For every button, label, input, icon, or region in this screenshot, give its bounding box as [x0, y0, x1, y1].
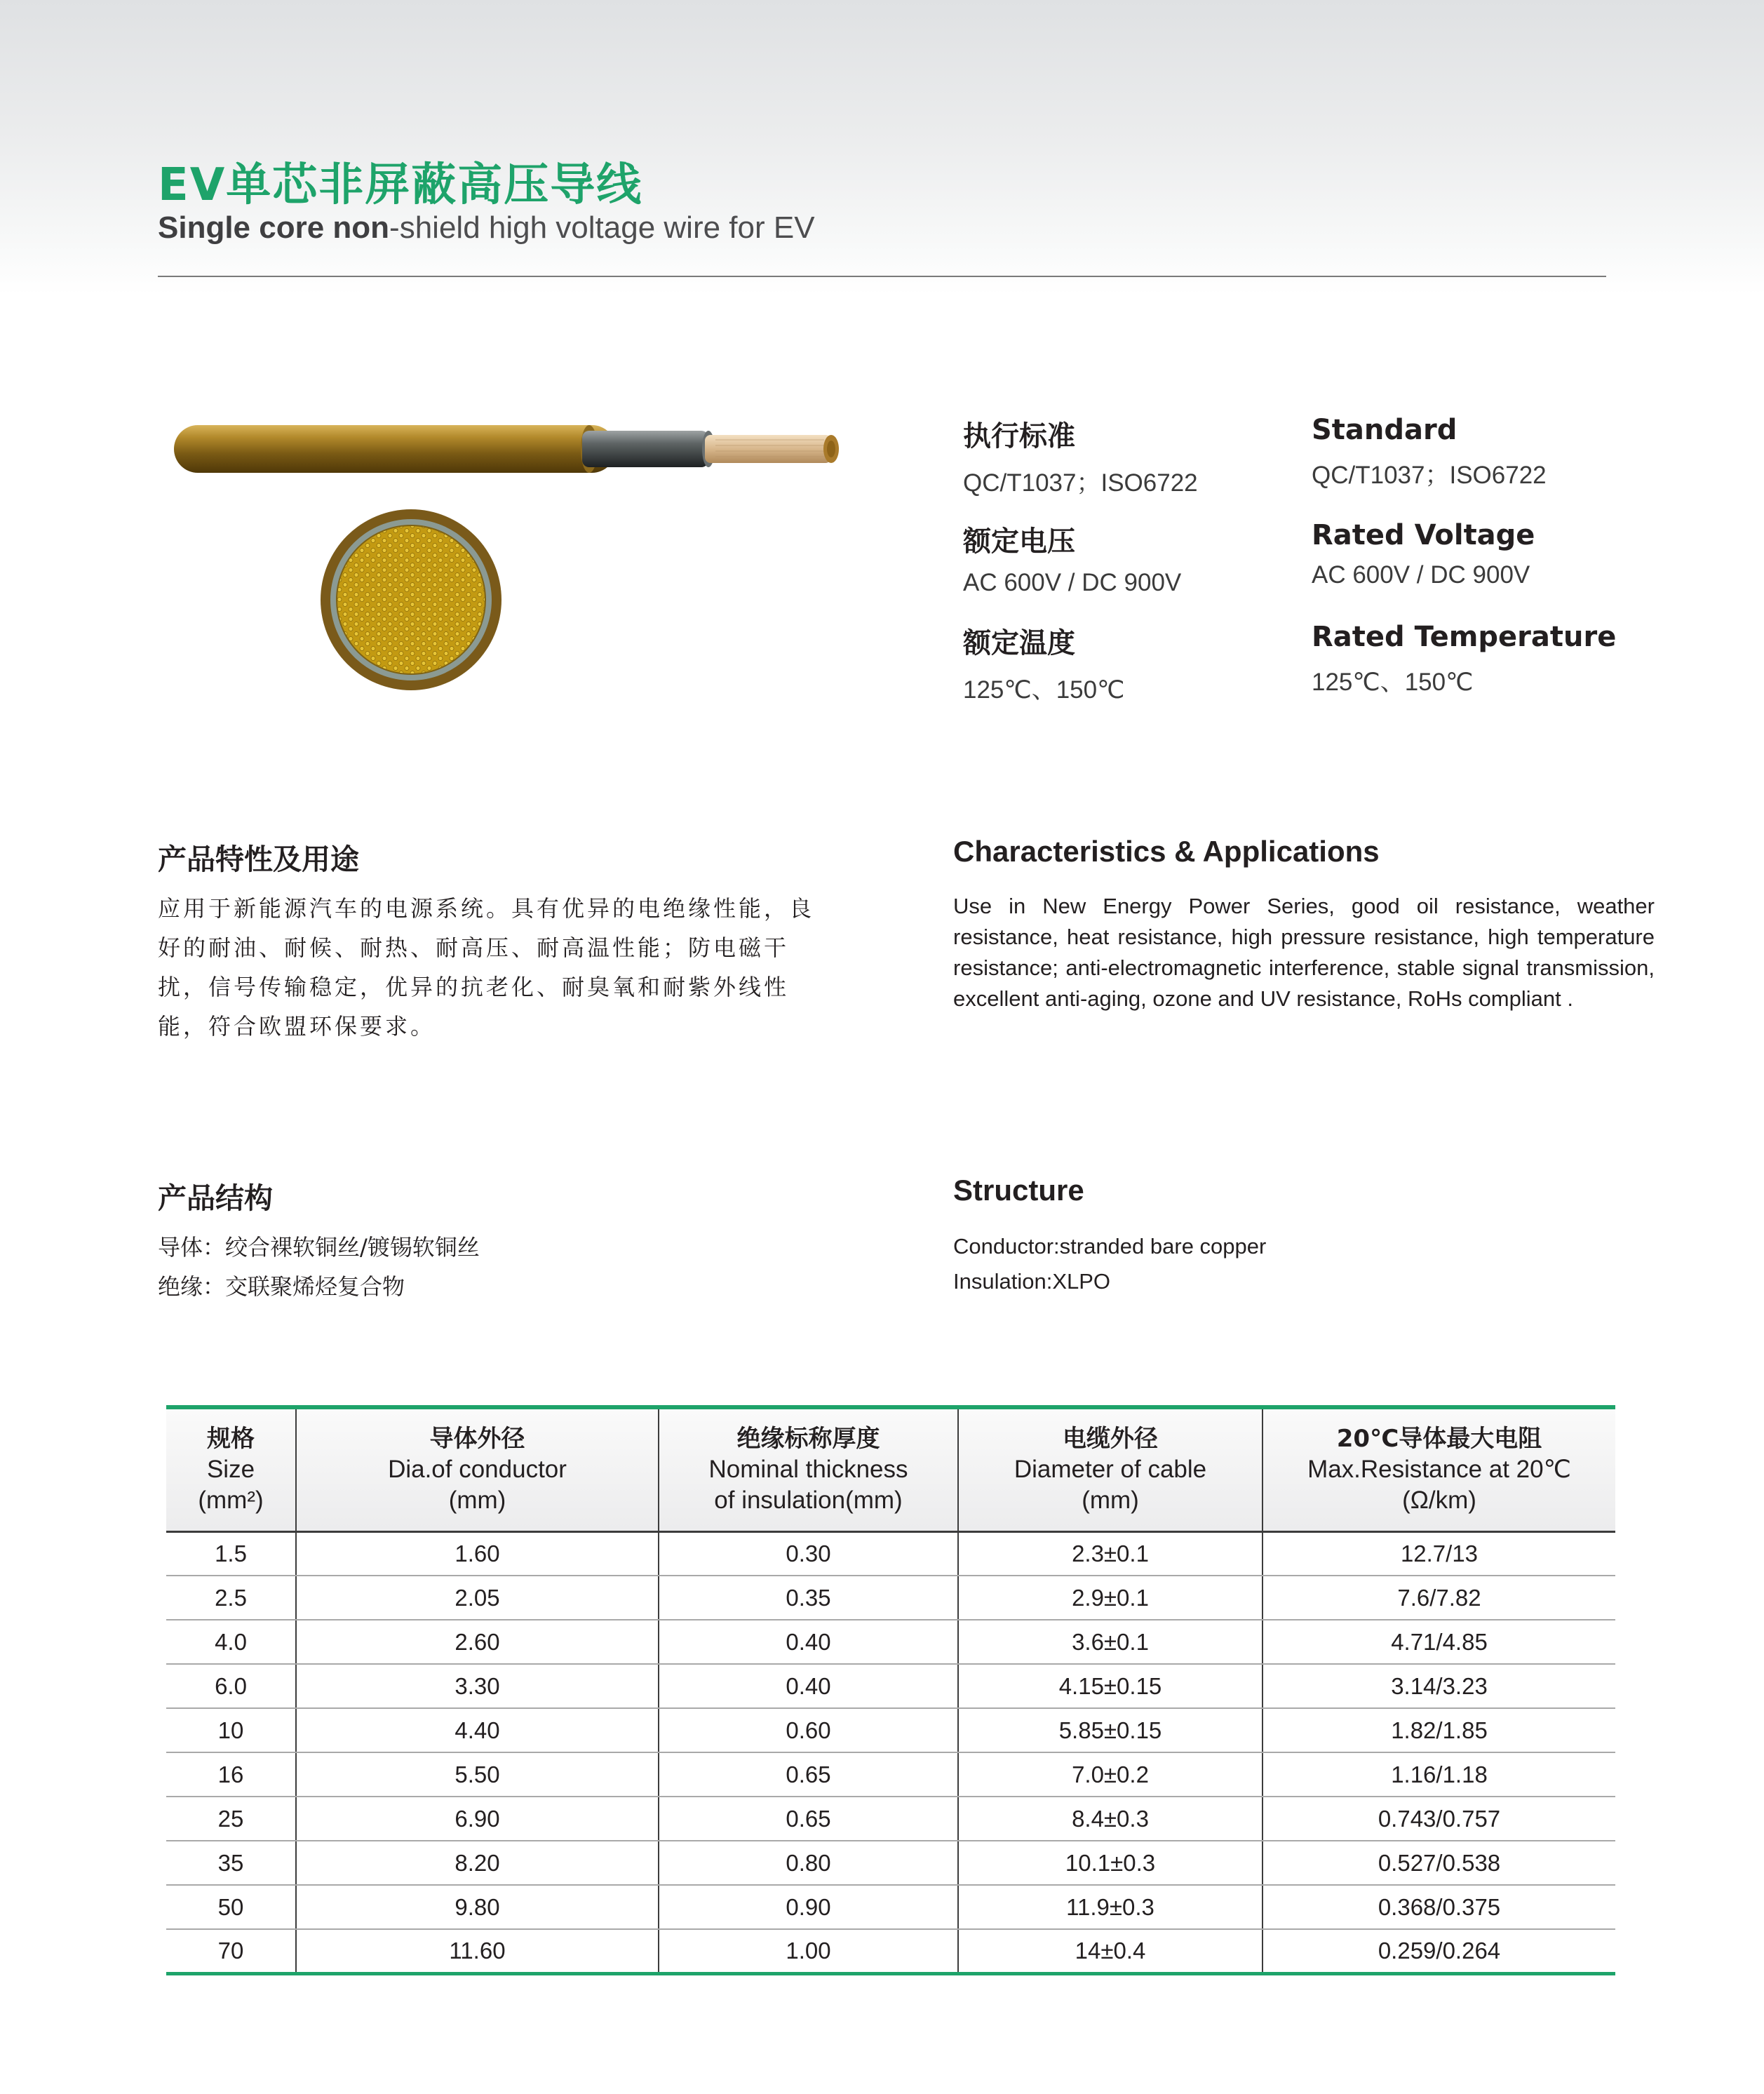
page-title: EV单芯非屏蔽高压导线 — [158, 159, 643, 211]
table-row — [166, 1885, 1615, 1929]
cell-conductor-diameter: 6.90 — [296, 1797, 659, 1841]
cell-max-resistance: 0.259/0.264 — [1378, 1937, 1501, 1964]
cell-conductor-diameter: 2.05 — [296, 1576, 659, 1620]
cell-max-resistance: 0.743/0.757 — [1263, 1797, 1615, 1841]
cell-size: 4.0 — [166, 1620, 296, 1664]
cell-insulation-thickness: 0.30 — [659, 1531, 958, 1576]
characteristics-heading-cn: 产品特性及用途 — [158, 843, 359, 876]
cell-max-resistance: 1.16/1.18 — [1263, 1752, 1615, 1797]
cell-cable-diameter: 2.9±0.1 — [958, 1576, 1263, 1620]
col-header-size: 规格 Size (mm²) — [166, 1407, 296, 1531]
cell-insulation-thickness: 0.40 — [659, 1664, 958, 1708]
cell-max-resistance: 7.6/7.82 — [1263, 1576, 1615, 1620]
cell-conductor-diameter: 9.80 — [296, 1885, 659, 1929]
cell-size: 35 — [166, 1841, 296, 1885]
cable-illustration — [168, 410, 856, 712]
spec-temperature-cn — [963, 621, 1124, 706]
structure-insulation-en: Insulation:XLPO — [953, 1269, 1111, 1294]
header-divider — [158, 276, 1606, 277]
cell-insulation-thickness: 0.40 — [659, 1620, 958, 1664]
table-row — [166, 1929, 1615, 1973]
header-background — [0, 0, 1764, 295]
table-row — [166, 1620, 1615, 1664]
table-row — [166, 1708, 1615, 1752]
table-row — [166, 1752, 1615, 1797]
structure-conductor-en: Conductor:stranded bare copper — [953, 1234, 1267, 1259]
cell-insulation-thickness: 0.90 — [659, 1885, 958, 1929]
cell-size: 10 — [166, 1708, 296, 1752]
spec-value: QC/T1037；ISO6722 — [963, 469, 1198, 497]
cell-max-resistance: 12.7/13 — [1263, 1531, 1615, 1576]
cell-insulation-thickness: 0.65 — [659, 1797, 958, 1841]
spec-temperature-en — [1312, 621, 1616, 698]
cell-conductor-diameter: 3.30 — [296, 1664, 659, 1708]
cell-size: 70 — [166, 1929, 296, 1973]
cell-max-resistance: 4.71/4.85 — [1263, 1620, 1615, 1664]
structure-insulation-cn: 绝缘：交联聚烯烃复合物 — [158, 1273, 405, 1300]
spec-label: 执行标准 — [963, 420, 1075, 452]
cable-side-view — [174, 425, 839, 473]
cell-conductor-diameter: 5.50 — [296, 1752, 659, 1797]
cell-cable-diameter: 5.85±0.15 — [958, 1708, 1263, 1752]
spec-label: Rated Temperature — [1312, 621, 1617, 653]
cell-size: 50 — [166, 1885, 296, 1929]
table-row — [166, 1797, 1615, 1841]
col-header-insulation-thickness: 绝缘标称厚度 Nominal thickness of insulation(mm) — [659, 1407, 958, 1531]
table-row — [166, 1664, 1615, 1708]
cell-insulation-thickness: 0.65 — [659, 1752, 958, 1797]
cell-size: 2.5 — [166, 1576, 296, 1620]
spec-standard-en — [1312, 414, 1547, 491]
cell-cable-diameter: 14±0.4 — [958, 1929, 1263, 1973]
cell-insulation-thickness: 1.00 — [659, 1929, 958, 1973]
spec-label: Rated Voltage — [1312, 519, 1535, 551]
spec-label: 额定温度 — [963, 627, 1075, 659]
spec-value: AC 600V / DC 900V — [963, 569, 1182, 596]
cell-cable-diameter: 7.0±0.2 — [958, 1752, 1263, 1797]
cable-cross-section — [321, 509, 501, 690]
cell-insulation-thickness: 0.35 — [659, 1576, 958, 1620]
cell-cable-diameter: 11.9±0.3 — [958, 1885, 1263, 1929]
specifications-table — [166, 1405, 1615, 1975]
cell-insulation-thickness: 0.60 — [659, 1708, 958, 1752]
cell-conductor-diameter: 11.60 — [296, 1929, 659, 1973]
spec-value: 125℃、150℃ — [963, 676, 1125, 704]
cell-cable-diameter: 10.1±0.3 — [958, 1841, 1263, 1885]
col-header-max-resistance: 20℃导体最大电阻 Max.Resistance at 20℃ (Ω/km) — [1263, 1407, 1615, 1531]
subtitle-rest-part: -shield high voltage wire for EV — [389, 210, 815, 245]
spec-voltage-cn — [963, 519, 1181, 597]
spec-voltage-en — [1312, 519, 1535, 589]
spec-label: 额定电压 — [963, 525, 1075, 558]
cell-max-resistance: 0.368/0.375 — [1263, 1885, 1615, 1929]
cell-max-resistance: 1.82/1.85 — [1263, 1708, 1615, 1752]
cell-cable-diameter: 4.15±0.15 — [958, 1664, 1263, 1708]
cell-cable-diameter: 2.3±0.1 — [958, 1531, 1263, 1576]
cell-conductor-diameter: 8.20 — [296, 1841, 659, 1885]
cell-cable-diameter: 8.4±0.3 — [958, 1797, 1263, 1841]
cell-conductor-diameter: 2.60 — [296, 1620, 659, 1664]
cell-insulation-thickness: 0.80 — [659, 1841, 958, 1885]
characteristics-text-en: Use in New Energy Power Series, good oil resistance, weather resistance, heat resistance, high pressure resistance, high temperature resistance; anti-electromagnetic interference, stable signal transmission, excellent anti-aging, ozone and UV resistance, RoHs compliant . — [953, 894, 1655, 1011]
col-header-cable-diameter: 电缆外径 Diameter of cable (mm) — [958, 1407, 1263, 1531]
table-header-row — [166, 1407, 1615, 1531]
spec-value: 125℃、150℃ — [1312, 669, 1474, 696]
cell-conductor-diameter: 4.40 — [296, 1708, 659, 1752]
characteristics-text-cn: 应用于新能源汽车的电源系统。具有优异的电绝缘性能，良好的耐油、耐候、耐热、耐高压、耐高温性能；防电磁干扰，信号传输稳定，优异的抗老化、耐臭氧和耐紫外线性能，符合欧盟环保要求。 — [158, 895, 815, 1040]
spec-value: AC 600V / DC 900V — [1312, 561, 1530, 589]
table-row — [166, 1576, 1615, 1620]
cell-size: 6.0 — [166, 1664, 296, 1708]
cell-cable-diameter: 3.6±0.1 — [958, 1620, 1263, 1664]
cell-conductor-diameter: 1.60 — [296, 1531, 659, 1576]
cell-max-resistance: 3.14/3.23 — [1263, 1664, 1615, 1708]
subtitle-bold-part: Single core non — [158, 210, 390, 245]
cell-size: 1.5 — [166, 1531, 296, 1576]
spec-standard-cn — [963, 414, 1198, 499]
cell-max-resistance: 0.527/0.538 — [1263, 1841, 1615, 1885]
characteristics-heading-en: Characteristics & Applications — [953, 835, 1380, 868]
structure-conductor-cn: 导体：绞合裸软铜丝/镀锡软铜丝 — [158, 1234, 480, 1261]
cell-size: 25 — [166, 1797, 296, 1841]
page-subtitle — [158, 210, 815, 246]
spec-label: Standard — [1312, 414, 1457, 446]
table-row — [166, 1531, 1615, 1576]
spec-value: QC/T1037；ISO6722 — [1312, 462, 1547, 489]
col-header-conductor-diameter: 导体外径 Dia.of conductor (mm) — [296, 1407, 659, 1531]
structure-heading-cn: 产品结构 — [158, 1181, 273, 1215]
table-row — [166, 1841, 1615, 1885]
structure-heading-en: Structure — [953, 1174, 1084, 1207]
cell-size: 16 — [166, 1752, 296, 1797]
